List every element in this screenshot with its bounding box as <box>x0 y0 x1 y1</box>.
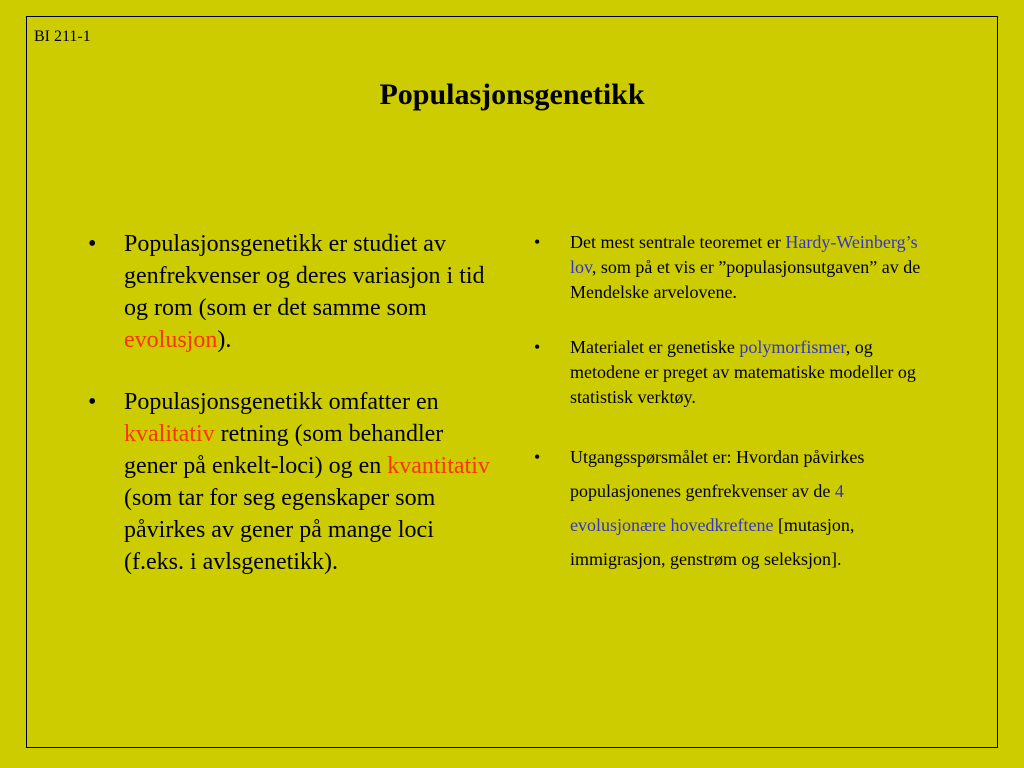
bullet-icon: • <box>534 337 541 357</box>
right-bullet-item-3 <box>534 440 938 576</box>
highlight-hardy-weinberg: Hardy-Weinberg’s lov <box>570 232 918 277</box>
left-bullet-item-1 <box>88 228 498 356</box>
highlight-polymorfismer: polymorfismer <box>739 337 846 357</box>
right-bullet-list <box>534 230 938 576</box>
bullet-icon: • <box>88 231 97 257</box>
left-column <box>88 228 498 608</box>
left-bullet-list <box>88 228 498 578</box>
bullet-text: Populasjonsgenetikk omfatter en <box>124 389 439 415</box>
bullet-icon: • <box>534 232 541 252</box>
bullet-text: Utgangsspørsmålet er: Hvordan påvirkes populasjonenes genfrekvenser av de <box>570 447 865 501</box>
bullet-text: , som på et vis er ”populasjonsutgaven” av de Mendelske arvelovene. <box>570 257 921 302</box>
bullet-text: (som tar for seg egenskaper som påvirkes av gener på mange loci (f.eks. i avlsgenetikk). <box>124 485 436 575</box>
bullet-text: Populasjonsgenetikk er studiet av genfrekvenser og deres variasjon i tid og rom (som er det samme som <box>124 231 485 321</box>
right-bullet-item-1 <box>534 230 938 305</box>
bullet-icon: • <box>534 447 541 467</box>
right-column <box>534 230 938 606</box>
bullet-text: ). <box>217 327 232 353</box>
bullet-text: Det mest sentrale teoremet er <box>570 232 786 252</box>
highlight-kvantitativ: kvantitativ <box>387 453 490 479</box>
course-code: BI 211-1 <box>34 28 91 45</box>
slide-title: Populasjonsgenetikk <box>379 78 645 111</box>
bullet-text: Materialet er genetiske <box>570 337 740 357</box>
bullet-icon: • <box>88 389 97 415</box>
highlight-evolusjonaere-hovedkrefter: 4 evolusjonære hovedkreftene <box>570 481 844 535</box>
bullet-text: retning (som behandler gener på enkelt-loci) og en <box>124 421 444 479</box>
highlight-evolusjon: evolusjon <box>124 327 218 353</box>
bullet-text: [mutasjon, immigrasjon, genstrøm og seleksjon]. <box>570 515 855 569</box>
left-bullet-item-2 <box>88 386 498 578</box>
right-bullet-item-2 <box>534 335 938 410</box>
bullet-text: , og metodene er preget av matematiske modeller og statistisk verktøy. <box>570 337 916 407</box>
highlight-kvalitativ: kvalitativ <box>124 421 215 447</box>
